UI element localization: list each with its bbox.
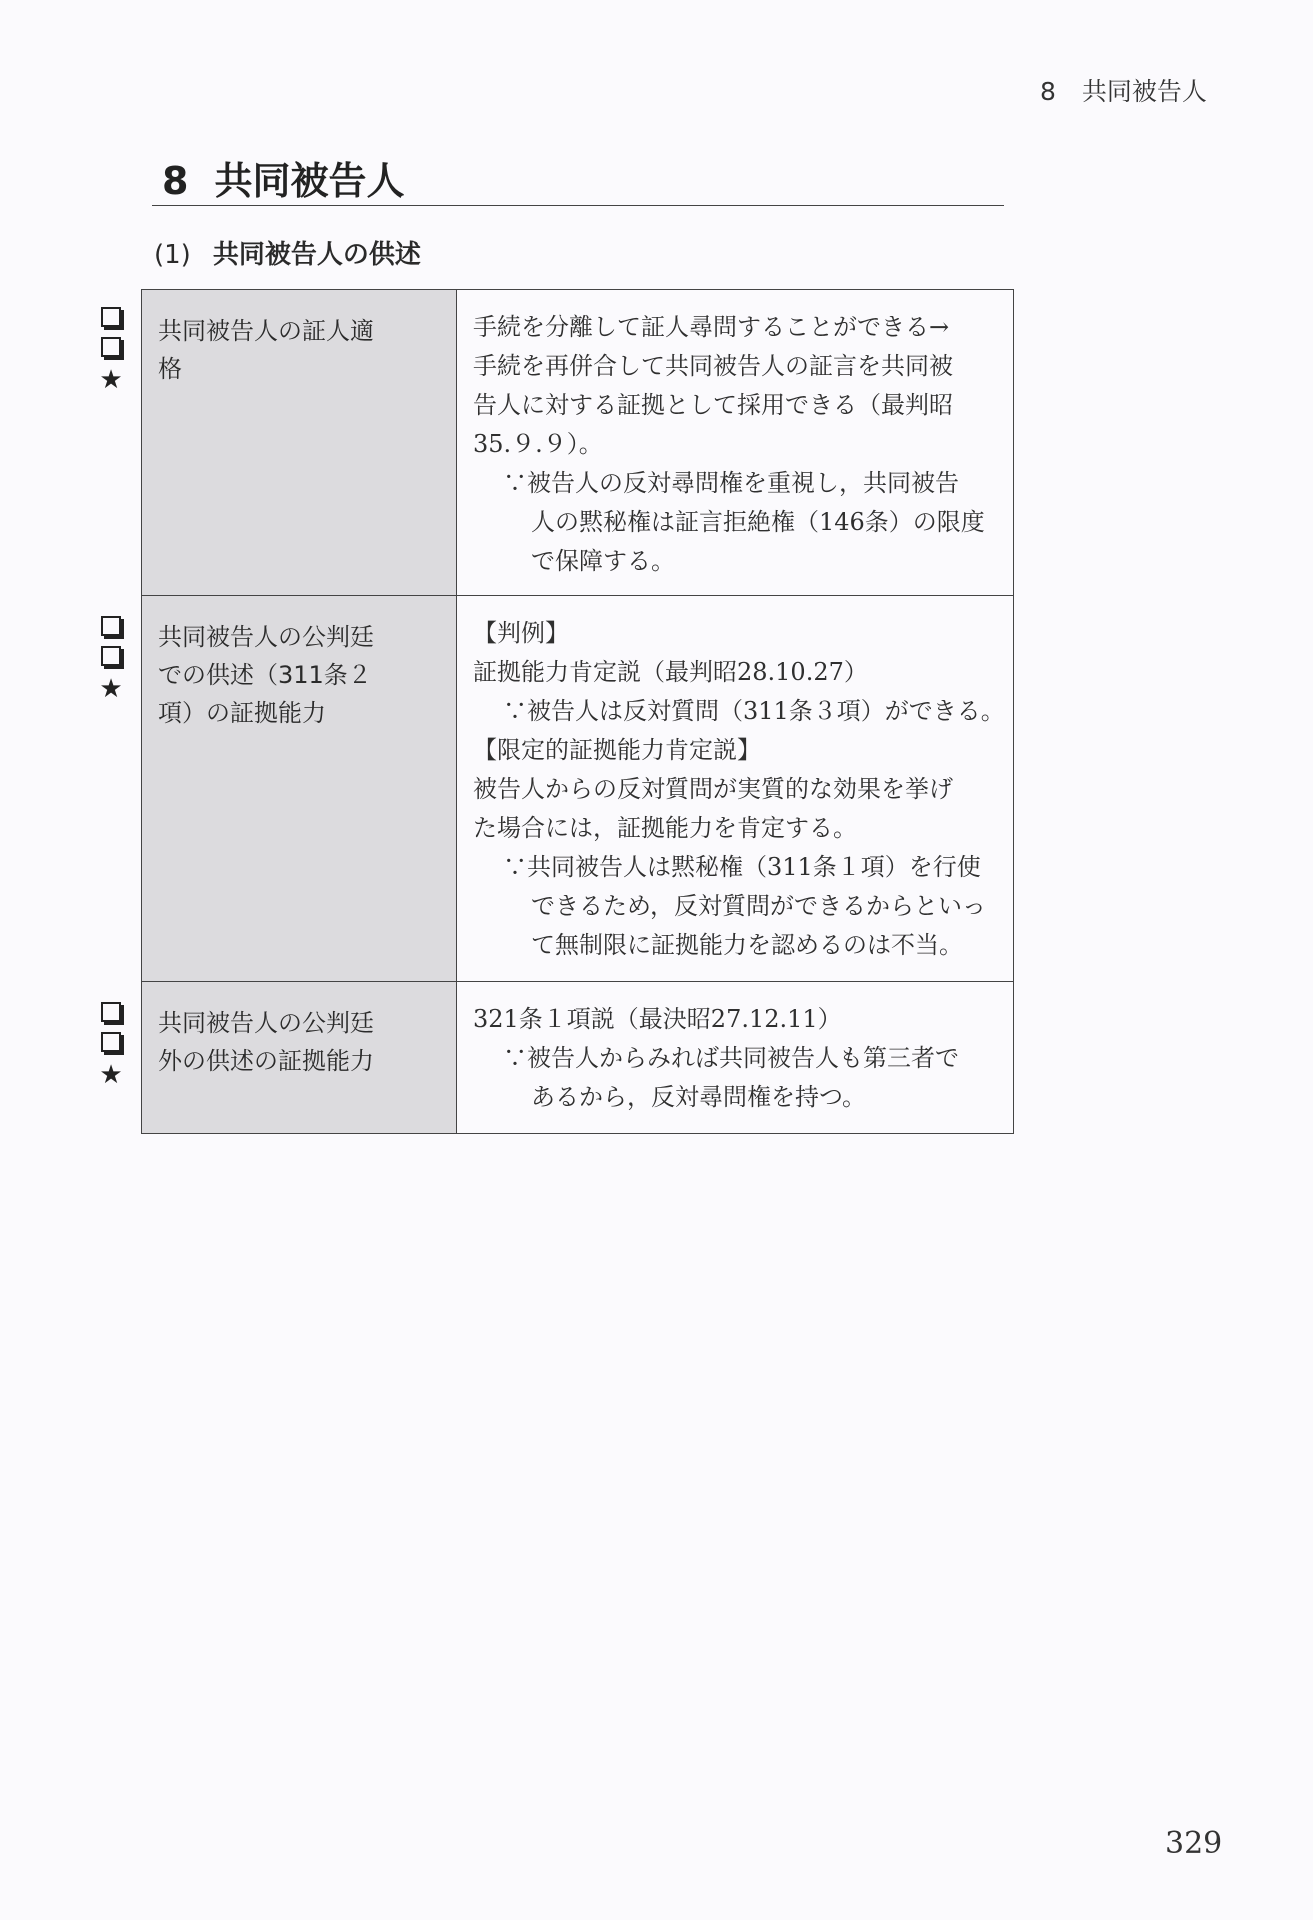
topic-line: 外の供述の証拠能力 (158, 1047, 374, 1075)
explanation-cell (457, 596, 1014, 982)
body-line: ∵被告人は反対質問（311条３項）ができる。 (503, 697, 1005, 725)
body-line: 【限定的証拠能力肯定説】 (473, 736, 761, 764)
body-line: 【判例】 (473, 619, 569, 647)
summary-table (141, 289, 1014, 1134)
star-icon: ★ (99, 1060, 123, 1090)
star-icon: ★ (99, 365, 123, 395)
body-line: 35.９.９）。 (473, 430, 603, 458)
row-2-markers (96, 612, 126, 702)
table-row (142, 982, 1014, 1134)
body-line: 人の黙秘権は証言拒絶権（146条）の限度 (531, 508, 985, 536)
checkbox-icon[interactable] (101, 616, 121, 636)
topic-line: 共同被告人の公判廷 (158, 1009, 374, 1037)
star-icon: ★ (99, 674, 123, 704)
checkbox-icon[interactable] (101, 337, 121, 357)
body-line: ∵共同被告人は黙秘権（311条１項）を行使 (503, 853, 981, 881)
checkbox-icon[interactable] (101, 1032, 121, 1052)
table-row (142, 596, 1014, 982)
body-line: 証拠能力肯定説（最判昭28.10.27） (473, 658, 868, 686)
section-title (154, 234, 421, 271)
chapter-title (162, 150, 404, 205)
running-header-title: 共同被告人 (1081, 77, 1207, 106)
running-header (1040, 72, 1207, 108)
chapter-divider (152, 205, 1004, 206)
running-header-number: 8 (1040, 77, 1056, 106)
body-line: た場合には，証拠能力を肯定する。 (473, 814, 857, 842)
row-1-markers (96, 303, 126, 393)
explanation-cell (457, 982, 1014, 1134)
topic-line: 格 (158, 355, 182, 383)
topic-line: 共同被告人の公判廷 (158, 623, 374, 651)
checkbox-icon[interactable] (101, 1002, 121, 1022)
topic-cell (142, 982, 457, 1134)
explanation-cell (457, 290, 1014, 596)
body-line: できるため，反対質問ができるからといっ (531, 892, 987, 920)
section-number: (1) (154, 240, 191, 270)
table-row (142, 290, 1014, 596)
topic-cell (142, 596, 457, 982)
body-line: 手続を再併合して共同被告人の証言を共同被 (473, 352, 953, 380)
body-line: ∵被告人の反対尋問権を重視し，共同被告 (503, 469, 959, 497)
chapter-title-text: 共同被告人 (214, 159, 405, 203)
checkbox-icon[interactable] (101, 307, 121, 327)
body-line: ∵被告人からみれば共同被告人も第三者で (503, 1044, 959, 1072)
body-line: 被告人からの反対質問が実質的な効果を挙げ (473, 775, 953, 803)
body-line: あるから，反対尋問権を持つ。 (531, 1083, 867, 1111)
topic-line: 項）の証拠能力 (158, 699, 326, 727)
body-line: 手続を分離して証人尋問することができる→ (473, 313, 950, 341)
body-line: で保障する。 (531, 547, 675, 575)
chapter-number: 8 (162, 159, 189, 203)
page-number: 329 (1165, 1826, 1223, 1861)
topic-cell (142, 290, 457, 596)
topic-line: 共同被告人の証人適 (158, 317, 374, 345)
row-3-markers (96, 998, 126, 1088)
body-line: て無制限に証拠能力を認めるのは不当。 (531, 931, 963, 959)
topic-line: での供述（311条２ (158, 661, 372, 689)
checkbox-icon[interactable] (101, 646, 121, 666)
body-line: 321条１項説（最決昭27.12.11） (473, 1005, 842, 1033)
section-title-text: 共同被告人の供述 (212, 240, 421, 270)
body-line: 告人に対する証拠として採用できる（最判昭 (473, 391, 953, 419)
